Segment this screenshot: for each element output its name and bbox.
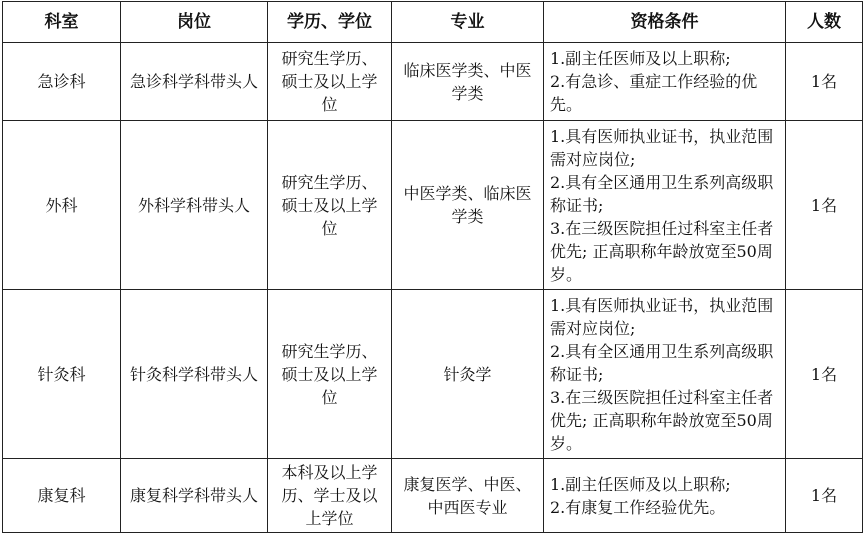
header-department: 科室 — [3, 2, 121, 43]
cell-department: 急诊科 — [3, 43, 121, 121]
cell-position: 外科学科带头人 — [121, 121, 268, 290]
cell-position: 康复科学科带头人 — [121, 459, 268, 533]
table-row — [3, 290, 863, 459]
cell-major: 针灸学 — [392, 290, 544, 459]
header-count: 人数 — [786, 2, 863, 43]
requirement-item: 2.有急诊、重症工作经验的优先。 — [550, 72, 758, 114]
cell-major: 康复医学、中医、中西医专业 — [392, 459, 544, 533]
cell-requirements — [544, 459, 786, 533]
cell-count: 1名 — [786, 459, 863, 533]
cell-count: 1名 — [786, 121, 863, 290]
cell-major: 中医学类、临床医学类 — [392, 121, 544, 290]
requirement-item: 2.有康复工作经验优先。 — [550, 497, 726, 517]
cell-position: 针灸科学科带头人 — [121, 290, 268, 459]
cell-requirements — [544, 290, 786, 459]
cell-requirements — [544, 43, 786, 121]
cell-count: 1名 — [786, 43, 863, 121]
cell-major: 临床医学类、中医学类 — [392, 43, 544, 121]
requirement-item: 1.副主任医师及以上职称; — [550, 474, 731, 494]
table-row — [3, 459, 863, 533]
cell-education: 本科及以上学历、学士及以上学位 — [268, 459, 392, 533]
requirement-item: 1.具有医师执业证书，执业范围需对应岗位; — [550, 295, 774, 338]
header-row — [3, 2, 863, 43]
cell-department: 外科 — [3, 121, 121, 290]
requirement-item: 3.在三级医院担任过科室主任者优先; 正高职称年龄放宽至50周岁。 — [550, 387, 774, 453]
table-row — [3, 43, 863, 121]
table-row — [3, 121, 863, 290]
cell-department: 康复科 — [3, 459, 121, 533]
requirement-item: 1.副主任医师及以上职称; — [550, 49, 731, 68]
cell-education: 研究生学历、硕士及以上学位 — [268, 43, 392, 121]
header-position: 岗位 — [121, 2, 268, 43]
cell-requirements — [544, 121, 786, 290]
header-education: 学历、学位 — [268, 2, 392, 43]
cell-education: 研究生学历、硕士及以上学位 — [268, 121, 392, 290]
header-requirements: 资格条件 — [544, 2, 786, 43]
requirement-item: 1.具有医师执业证书，执业范围需对应岗位; — [550, 126, 774, 169]
header-major: 专业 — [392, 2, 544, 43]
requirement-item: 2.具有全区通用卫生系列高级职称证书; — [550, 172, 774, 215]
cell-department: 针灸科 — [3, 290, 121, 459]
cell-education: 研究生学历、硕士及以上学位 — [268, 290, 392, 459]
cell-count: 1名 — [786, 290, 863, 459]
requirement-item: 3.在三级医院担任过科室主任者优先; 正高职称年龄放宽至50周岁。 — [550, 218, 774, 284]
recruitment-table — [2, 1, 863, 533]
cell-position: 急诊科学科带头人 — [121, 43, 268, 121]
requirement-item: 2.具有全区通用卫生系列高级职称证书; — [550, 341, 774, 384]
